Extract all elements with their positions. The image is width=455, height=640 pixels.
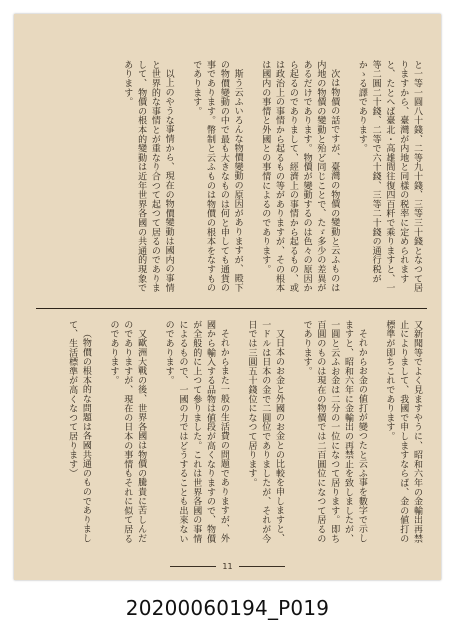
section-divider [36,308,427,309]
paragraph: 以上のやうな事情から、現在の物價變動は國内の事情と世界的な事情とが重なり合つて起つて居るのでありまして、物價の根本的變動は近年世界各國の共通的現象であります。 [122,60,174,293]
paragraph: と一等一圓八十錢、二等九十錢、三等三十錢となつて居りますから、臺灣が内地と同樣の税率に定められますと、たとへば臺北・高雄間往復四百粁で乘りますと、一等二圓二十錢、二等で六十錢、三等二十錢の通行税がかゝる譯であります。 [356,60,422,293]
page-number-rule-left [170,566,216,567]
lower-text-section [40,320,423,552]
paragraph: 斯う云ふいろんな物價變動の原因がありますが、殿下の物價變動の中で最も大きなものは何と申しても通貨の事であります。幣制と云ふものは物價の根本をなすものであります。 [191,60,243,293]
lower-vertical-text [40,320,423,552]
archive-id-caption: 20200060194_P019 [125,596,330,620]
paragraph: それからお金の値打が變つたと云ふ事を數字で示しますと、昭和六年に金輸出の再禁止を致しましたが、一圓と云ふお金は二分の一位になつて居ります。即ち百圓のものは現在の物價では二百圓位になつて居るのであります。 [301,320,367,544]
paragraph: それからまた一般の生活費の問題でありますが、外國から輸入する品物は値段が高くなりますので、物價が全般的に上つて參りました。これは世界各國の事情によるもので、一國の力ではどうすることも出來ないのであります。 [163,320,229,544]
page-number-rule-right [239,566,285,567]
document-page [14,14,441,580]
upper-text-section [40,60,423,298]
page-number-text: 11 [222,561,233,571]
paragraph: 又新聞等でよく見ますやうに、昭和六年の金輸出再禁止によりまして、我國で申しますならば、金の値打の標準が即ちこれであります。 [384,320,422,544]
upper-vertical-text [40,60,423,298]
paragraph: 又歐洲大戰の後、世界各國は物價の騰貴に苦しんだのでありますが、現在の日本の事情もそれに似て居るのであります。 [108,320,147,544]
paragraph: （物價の根本的な問題は各國共通のものでありまして、生活標準が高くなつて居ります） [67,320,91,543]
page-number [14,560,441,572]
paragraph: 又日本のお金と外國のお金との比較を申しますと、一ドルは日本の金で二圓位でありましたが、それが今日では三圓五十錢位になつて居ります。 [246,320,285,544]
paragraph: 次は物價の話ですが、臺灣の物價の變動と云ふものは内地の物價の變動と殆ど同じことで、たゞ多少の差異があるだけであります。物價が變動するのは色々の原因から起るのでありまして、經濟上の事情から起るもの、或は政治上の事情から起るもの等がありますが、その根本は國内の事情と外國との事情によるのであります。 [260,60,340,293]
